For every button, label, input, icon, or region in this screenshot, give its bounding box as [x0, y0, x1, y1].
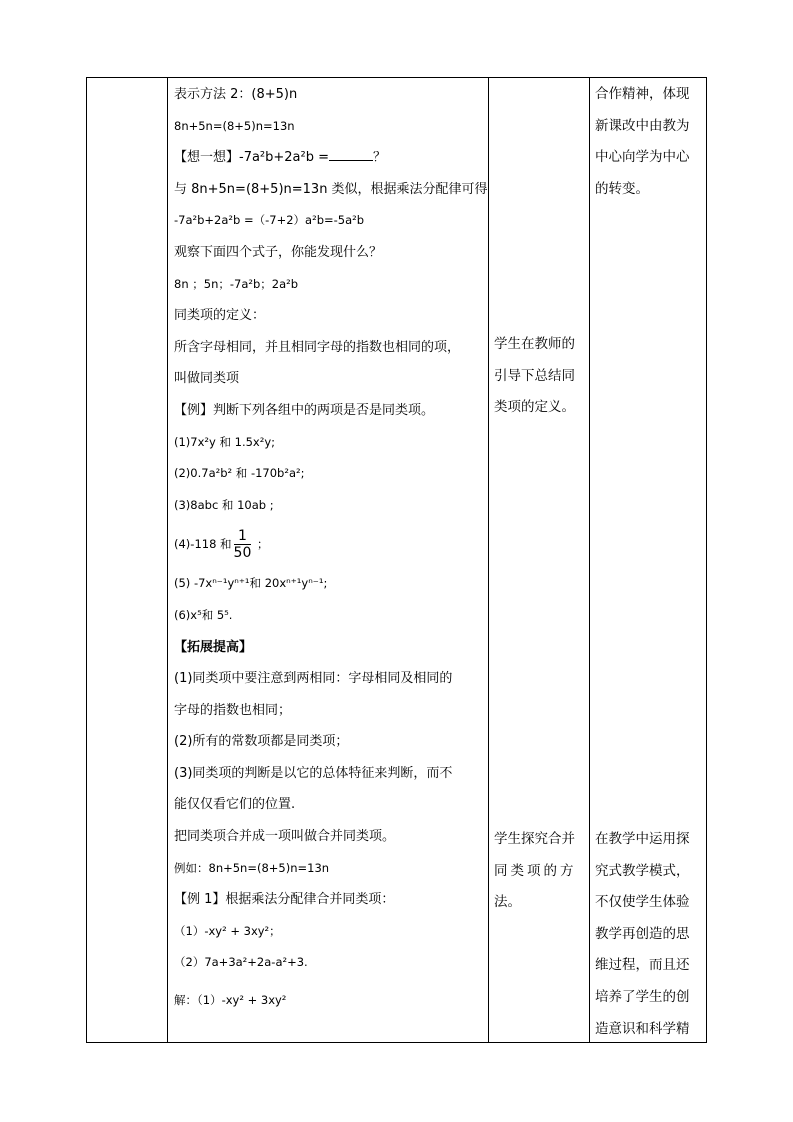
answer-blank	[329, 148, 373, 161]
example-1-heading: 【例 1】根据乘法分配律合并同类项：	[174, 892, 395, 908]
text-line: (1)7x²y 和 1.5x²y;	[174, 434, 276, 449]
think-question: 【想一想】-7a²b+2a²b = ？	[174, 150, 387, 166]
student-activity-1: 学生在教师的 引导下总结同 类项的定义。	[494, 336, 575, 416]
solution-line: 解：（1）-xy² + 3xy²	[174, 993, 287, 1008]
column-divider-3	[589, 77, 590, 1043]
fraction: $\frac{1}{50}$	[233, 528, 252, 562]
text-line: 叫做同类项	[174, 371, 240, 387]
text-line: (2)所有的常数项都是同类项；	[174, 734, 349, 750]
text-line: （2）7a+3a²+2a-a²+3.	[174, 955, 308, 970]
text-line: (2)0.7a²b² 和 -170b²a²;	[174, 466, 305, 481]
text-line: 表示方法 2：(8+5)n	[174, 87, 298, 102]
text-line: 观察下面四个式子，你能发现什么？	[174, 244, 383, 260]
text-line: 8n+5n=(8+5)n=13n	[174, 118, 295, 133]
text-line: 与 8n+5n=(8+5)n=13n 类似，根据乘法分配律可得	[174, 181, 488, 197]
student-activity-2: 学生探究合并 同类项的方 法。	[494, 831, 577, 911]
text-line: 把同类项合并成一项叫做合并同类项。	[174, 829, 396, 845]
text-line: 字母的指数也相同；	[174, 702, 292, 718]
text-line: 能仅仅看它们的位置.	[174, 797, 296, 813]
design-intent-1: 合作精神，体现 新课改中由教为 中心向学为中心 的转变。	[595, 86, 690, 197]
text-line: 8n ；5n；-7a²b；2a²b	[174, 276, 299, 291]
text-line: (3)同类项的判断是以它的总体特征来判断，而不	[174, 765, 453, 781]
text-line: (6)x⁵和 5⁵.	[174, 607, 233, 622]
column-divider-1	[167, 77, 168, 1043]
column-divider-2	[488, 77, 489, 1043]
definition-heading: 同类项的定义：	[174, 308, 266, 324]
teaching-content-column	[174, 79, 486, 1017]
example-heading: 【例】判断下列各组中的两项是否是同类项。	[174, 402, 435, 418]
text-line: 所含字母相同，并且相同字母的指数也相同的项，	[174, 339, 461, 355]
text-line: （1）-xy² + 3xy²；	[174, 923, 281, 938]
text-line: (5) -7xⁿ⁻¹yⁿ⁺¹和 20xⁿ⁺¹yⁿ⁻¹;	[174, 576, 328, 591]
fraction-line: (4)-118 和 $\frac{1}{50}$ ；	[174, 528, 269, 562]
text-line: 例如：8n+5n=(8+5)n=13n	[174, 860, 330, 875]
design-intent-2: 在教学中运用探 究式教学模式， 不仅使学生体验 教学再创造的思 维过程，而且还 培养了学生的创 造意识和科学精	[595, 831, 690, 1037]
extension-heading: 【拓展提高】	[174, 639, 253, 655]
text-line: -7a²b+2a²b =（-7+2）a²b=-5a²b	[174, 213, 365, 228]
text-line: (3)8abc 和 10ab ;	[174, 497, 274, 512]
text-line: (1)同类项中要注意到两相同：字母相同及相同的	[174, 671, 453, 687]
